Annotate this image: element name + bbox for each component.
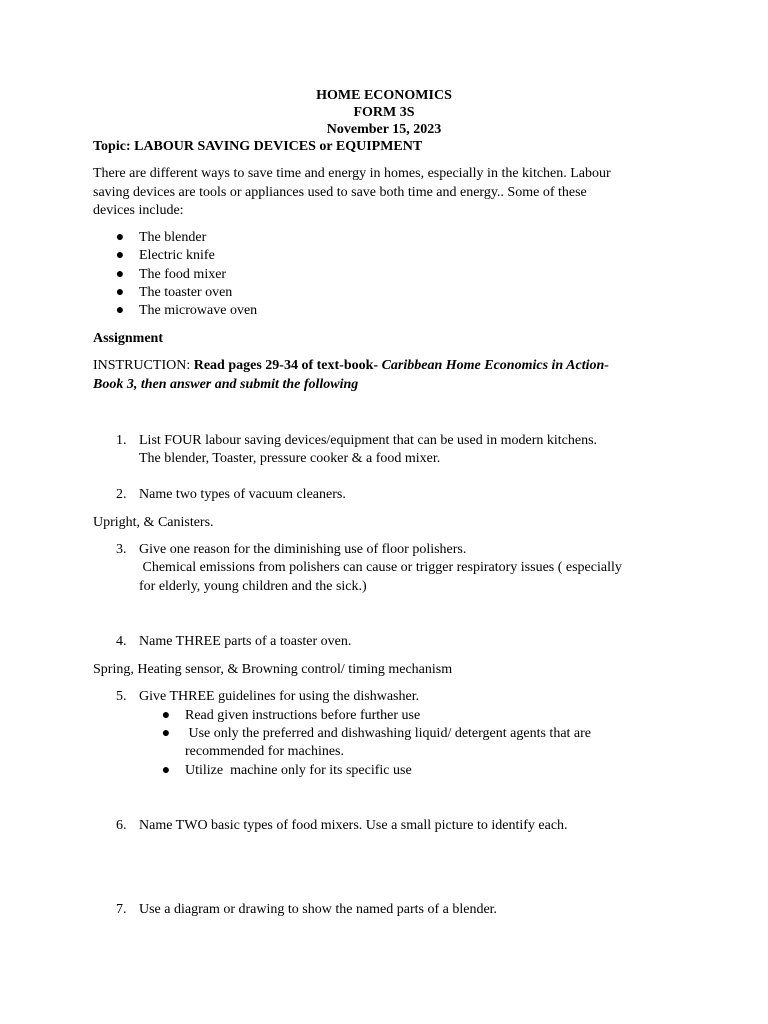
list-item: The microwave oven	[139, 303, 258, 318]
question-number: 1.	[116, 433, 127, 448]
bullet-icon: ●	[161, 708, 171, 723]
intro-line-2: saving devices are tools or appliances used to save both time and energy.. Some of these	[93, 185, 587, 200]
bullet-icon: ●	[115, 230, 125, 245]
intro-line-1: There are different ways to save time and energy in homes, especially in the kitchen. Labour	[93, 166, 611, 181]
question-1-answer: The blender, Toaster, pressure cooker & a food mixer.	[139, 451, 441, 466]
question-2-answer: Upright, & Canisters.	[93, 515, 214, 530]
instruction-label: INSTRUCTION:	[93, 358, 194, 373]
bullet-icon: ●	[115, 303, 125, 318]
bullet-icon: ●	[161, 763, 171, 778]
bullet-icon: ●	[115, 285, 125, 300]
guideline-2-line-2: recommended for machines.	[185, 744, 344, 759]
instruction-line-1	[93, 357, 609, 375]
question-3-answer-line-2: for elderly, young children and the sick.)	[139, 579, 367, 594]
list-item: Electric knife	[139, 248, 215, 263]
question-7-text: Use a diagram or drawing to show the named parts of a blender.	[139, 902, 498, 917]
bullet-icon: ●	[161, 726, 171, 741]
question-4-text: Name THREE parts of a toaster oven.	[139, 634, 352, 649]
question-3-text: Give one reason for the diminishing use of floor polishers.	[139, 542, 467, 557]
question-number: 4.	[116, 634, 127, 649]
guideline-1: Read given instructions before further use	[185, 708, 421, 723]
instruction-line-2: Book 3, then answer and submit the following	[93, 377, 359, 392]
header-date: November 15, 2023	[326, 122, 442, 137]
question-number: 5.	[116, 689, 127, 704]
question-2-text: Name two types of vacuum cleaners.	[139, 487, 346, 502]
question-number: 3.	[116, 542, 127, 557]
bullet-icon: ●	[115, 248, 125, 263]
topic-heading: Topic: LABOUR SAVING DEVICES or EQUIPMENT	[93, 139, 423, 154]
intro-line-3: devices include:	[93, 203, 184, 218]
bullet-icon: ●	[115, 267, 125, 282]
question-3-answer-line-1: Chemical emissions from polishers can cause or trigger respiratory issues ( especially	[139, 560, 622, 575]
question-4-answer: Spring, Heating sensor, & Browning control/ timing mechanism	[93, 662, 453, 677]
header-form: FORM 3S	[353, 105, 415, 120]
question-6-text: Name TWO basic types of food mixers. Use a small picture to identify each.	[139, 818, 568, 833]
guideline-3: Utilize machine only for its specific use	[185, 763, 412, 778]
guideline-2-line-1: Use only the preferred and dishwashing liquid/ detergent agents that are	[185, 726, 592, 741]
header-subject: HOME ECONOMICS	[316, 88, 452, 103]
question-number: 7.	[116, 902, 127, 917]
list-item: The blender	[139, 230, 207, 245]
list-item: The toaster oven	[139, 285, 233, 300]
textbook-title: Caribbean Home Economics in Action-	[381, 358, 609, 373]
list-item: The food mixer	[139, 267, 227, 282]
question-number: 2.	[116, 487, 127, 502]
question-1-text: List FOUR labour saving devices/equipment that can be used in modern kitchens.	[139, 433, 598, 448]
assignment-heading: Assignment	[93, 331, 164, 346]
question-number: 6.	[116, 818, 127, 833]
question-5-text: Give THREE guidelines for using the dishwasher.	[139, 689, 420, 704]
instruction-bold: Read pages 29-34 of text-book-	[193, 358, 382, 373]
